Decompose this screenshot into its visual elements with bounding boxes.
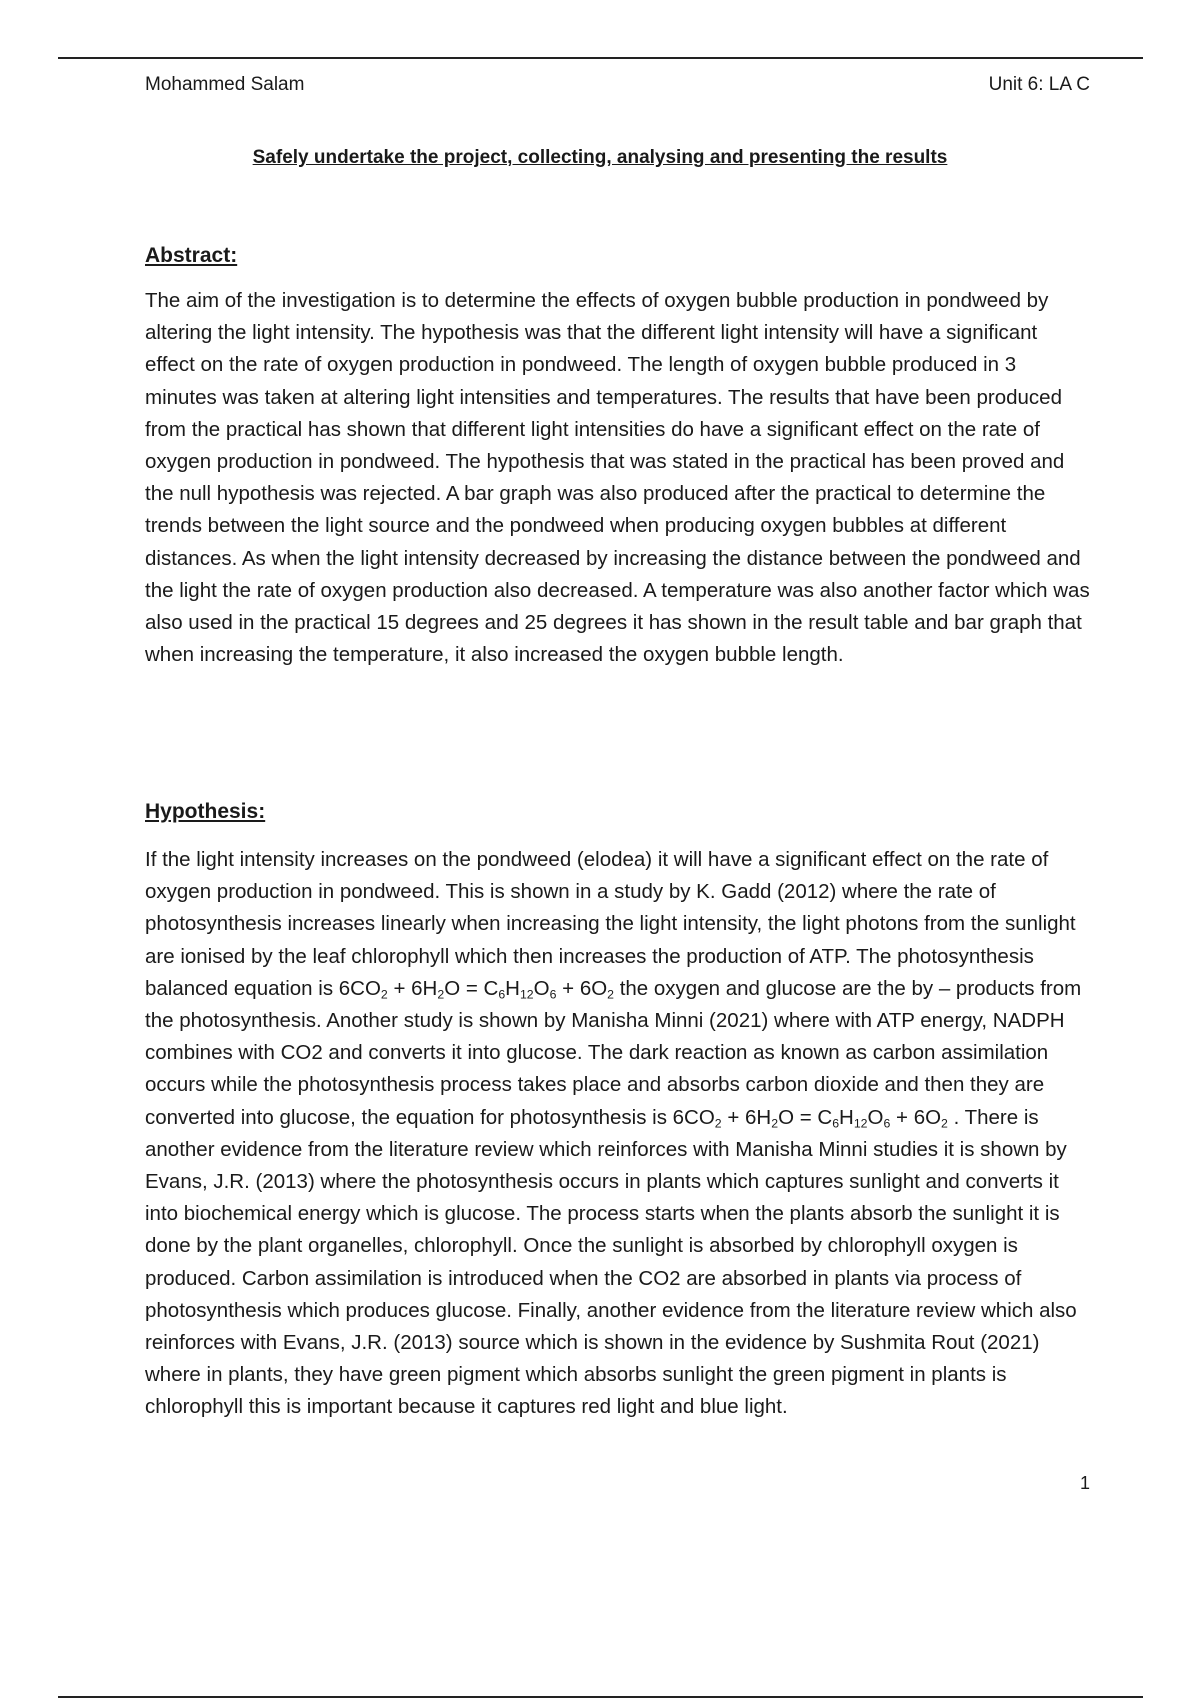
photosynthesis-equation: $6CO_2 + 6H_2O = C_6H_{12}O_6 + 6O_2$: [338, 976, 615, 1002]
hypothesis-text-part-2: the oxygen and glucose are the by – products from the photosynthesis. Another study is shown by Manisha Minni (2021) where with ATP energy, NADPH combines with CO2 and converts it into glucose. The dark reaction as known as carbon assimilation occurs while the photosynthesis process takes place and absorbs carbon dioxide and then they are converted into glucose, the equation for photosynthesis is: [145, 976, 1082, 1129]
page-number: 1: [1079, 1473, 1090, 1493]
header-unit: Unit 6: LA C: [988, 74, 1090, 95]
photosynthesis-equation: $6CO_2 + 6H_2O = C_6H_{12}O_6 + 6O_2$: [672, 1105, 948, 1131]
document-title: Safely undertake the project, collecting, analysing and presenting the results: [252, 147, 948, 168]
abstract-heading: Abstract:: [145, 244, 238, 267]
bottom-rule: [58, 1696, 1143, 1698]
hypothesis-heading: Hypothesis:: [145, 800, 266, 823]
hypothesis-paragraph: [145, 844, 1090, 1424]
abstract-paragraph: The aim of the investigation is to determine the effects of oxygen bubble production in pondweed by altering the light intensity. The hypothesis was that the different light intensity will have a significant effect on the rate of oxygen production in pondweed. The length of oxygen bubble produced in 3 minutes was taken at altering light intensities and temperatures. The results that have been produced from the practical has shown that different light intensities do have a significant effect on the rate of oxygen production in pondweed. The hypothesis that was stated in the practical has been proved and the null hypothesis was rejected. A bar graph was also produced after the practical to determine the trends between the light source and the pondweed when producing oxygen bubbles at different distances. As when the light intensity decreased by increasing the distance between the pondweed and the light the rate of oxygen production also decreased. A temperature was also another factor which was also used in the practical 15 degrees and 25 degrees it has shown in the result table and bar graph that when increasing the temperature, it also increased the oxygen bubble length.: [145, 289, 1090, 667]
header-author: Mohammed Salam: [145, 74, 305, 95]
hypothesis-text-part-3: . There is another evidence from the literature review which reinforces with Manisha Minni studies it is shown by Evans, J.R. (2013) where the photosynthesis occurs in plants which captures sunlight and converts it into biochemical energy which is glucose. The process starts when the plants absorb the sunlight it is done by the plant organelles, chlorophyll. Once the sunlight is absorbed by chlorophyll oxygen is produced. Carbon assimilation is introduced when the CO2 are absorbed in plants via process of photosynthesis which produces glucose. Finally, another evidence from the literature review which also reinforces with Evans, J.R. (2013) source which is shown in the evidence by Sushmita Rout (2021) where in plants, they have green pigment which absorbs sunlight the green pigment in plants is chlorophyll this is important because it captures red light and blue light.: [145, 1105, 1077, 1419]
hypothesis-text-part-1: If the light intensity increases on the pondweed (elodea) it will have a significant effect on the rate of oxygen production in pondweed. This is shown in a study by K. Gadd (2012) where the rate of photosynthesis increases linearly when increasing the light intensity, the light photons from the sunlight are ionised by the leaf chlorophyll which then increases the production of ATP. The photosynthesis balanced equation is: [145, 848, 1076, 1000]
top-rule: [58, 57, 1143, 59]
